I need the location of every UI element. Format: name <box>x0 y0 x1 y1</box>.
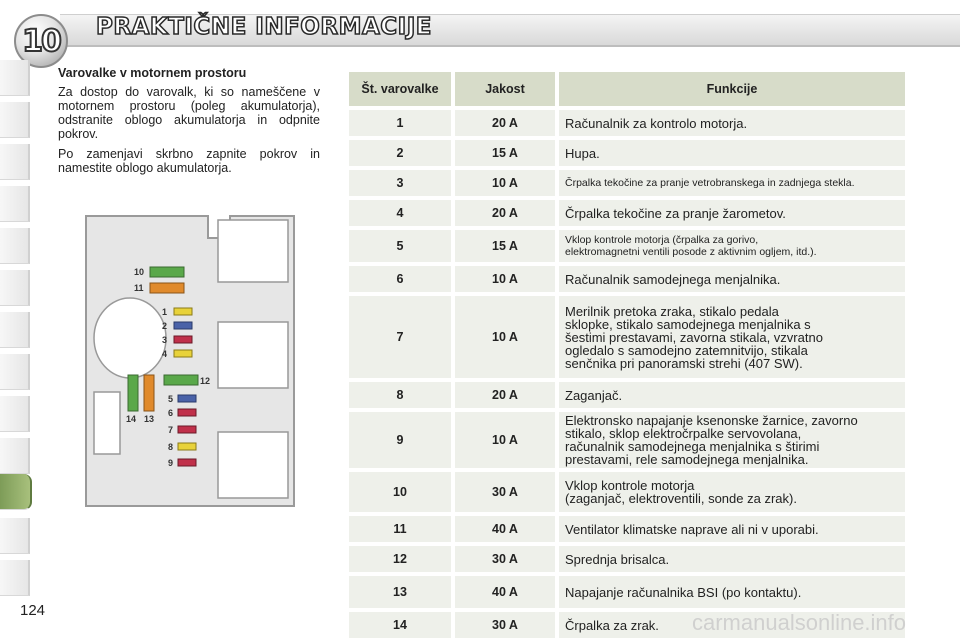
fuse-label: 7 <box>168 425 174 435</box>
table-row <box>349 546 905 572</box>
fuse-number-cell: 1 <box>349 110 451 136</box>
fuse-label: 2 <box>162 321 168 331</box>
fuse-function-cell: Računalnik samodejnega menjalnika. <box>559 266 905 292</box>
table-row <box>349 412 905 468</box>
fuse-amperage-cell: 20 A <box>455 382 555 408</box>
page-title: PRAKTIČNE INFORMACIJE <box>96 14 432 40</box>
fuse-function-cell: Črpalka za zrak. <box>559 612 905 638</box>
fuse-12 <box>164 375 198 385</box>
fuse-number-cell: 7 <box>349 296 451 378</box>
fuse-amperage-cell: 15 A <box>455 140 555 166</box>
fuse-function-cell: Zaganjač. <box>559 382 905 408</box>
table-header-row <box>349 72 905 106</box>
fuse-function-cell: Vklop kontrole motorja (zaganjač, elektroventili, sonde za zrak). <box>559 472 905 512</box>
fuse-number-cell: 4 <box>349 200 451 226</box>
fuse-2 <box>174 322 192 329</box>
fuse-number-cell: 13 <box>349 576 451 608</box>
fuse-number-cell: 5 <box>349 230 451 262</box>
fuse-label: 6 <box>168 408 174 418</box>
chapter-tabs <box>0 60 34 580</box>
section-paragraph: Po zamenjavi skrbno zapnite pokrov in namestite oblogo akumulatorja. <box>58 147 320 175</box>
fuse-14 <box>128 375 138 411</box>
column-header-function: Funkcije <box>559 72 905 106</box>
table-row <box>349 296 905 378</box>
fuse-amperage-cell: 20 A <box>455 110 555 136</box>
fuse-label: 10 <box>134 267 145 277</box>
chapter-tab[interactable] <box>0 354 30 390</box>
fuse-function-cell: Črpalka tekočine za pranje vetrobranskega in zadnjega stekla. <box>559 170 905 196</box>
fuse-1 <box>174 308 192 315</box>
fuse-4 <box>174 350 192 357</box>
fuse-7 <box>178 426 196 433</box>
fuse-label: 1 <box>162 307 168 317</box>
chapter-number: 10 <box>22 23 60 59</box>
fuse-amperage-cell: 40 A <box>455 576 555 608</box>
fuse-amperage-cell: 30 A <box>455 612 555 638</box>
fuse-amperage-cell: 10 A <box>455 296 555 378</box>
fuse-function-cell: Elektronsko napajanje ksenonske žarnice, zavorno stikalo, sklop elektročrpalke servovolana, računalnik samodejnega menjalnika s štirimi prestavami, rele samodejnega menjalnika. <box>559 412 905 468</box>
connector-slot <box>94 392 120 454</box>
chapter-tab[interactable] <box>0 144 30 180</box>
chapter-tab[interactable] <box>0 518 30 554</box>
fuse-function-cell: Hupa. <box>559 140 905 166</box>
fuse-amperage-cell: 30 A <box>455 546 555 572</box>
fuse-label: 4 <box>162 349 168 359</box>
fuse-function-cell: Sprednja brisalca. <box>559 546 905 572</box>
chapter-tab[interactable] <box>0 186 30 222</box>
fuse-amperage-cell: 10 A <box>455 266 555 292</box>
watermark: carmanualsonline.info <box>692 610 907 635</box>
table-row <box>349 516 905 542</box>
fuse-13 <box>144 375 154 411</box>
fuse-9 <box>178 459 196 466</box>
chapter-tab-active[interactable] <box>0 474 32 510</box>
table-row <box>349 576 905 608</box>
section-title: Varovalke v motornem prostoru <box>58 66 247 80</box>
fuse-function-cell: Napajanje računalnika BSI (po kontaktu). <box>559 576 905 608</box>
table-row <box>349 230 905 262</box>
chapter-tab[interactable] <box>0 60 30 96</box>
table-row <box>349 110 905 136</box>
fuse-amperage-cell: 20 A <box>455 200 555 226</box>
fuse-amperage-cell: 15 A <box>455 230 555 262</box>
column-header-amperage: Jakost <box>455 72 555 106</box>
fuse-label: 14 <box>126 414 137 424</box>
fuse-amperage-cell: 10 A <box>455 412 555 468</box>
round-socket <box>94 298 166 378</box>
chapter-tab[interactable] <box>0 312 30 348</box>
table-row <box>349 200 905 226</box>
fuse-label: 8 <box>168 442 174 452</box>
fuse-label: 9 <box>168 458 174 468</box>
fuse-label: 5 <box>168 394 174 404</box>
fuse-function-cell: Vklop kontrole motorja (črpalka za gorivo, elektromagnetni ventili posode z aktivnim ogljem, itd.). <box>559 230 905 262</box>
fuse-8 <box>178 443 196 450</box>
table-row <box>349 140 905 166</box>
fuse-5 <box>178 395 196 402</box>
table-row <box>349 382 905 408</box>
fuse-amperage-cell: 30 A <box>455 472 555 512</box>
fuse-function-cell: Merilnik pretoka zraka, stikalo pedala sklopke, stikalo samodejnega menjalnika s šestimi prestavami, zavorna stikala, vzvratno ogledalo s samodejno zatemnitvijo, stikala senčnika pri panoramski strehi (407 SW). <box>559 296 905 378</box>
section-text <box>58 66 320 181</box>
fuse-label: 3 <box>162 335 168 345</box>
fuse-number-cell: 2 <box>349 140 451 166</box>
fuse-function-cell: Črpalka tekočine za pranje žarometov. <box>559 200 905 226</box>
relay-block <box>218 220 288 282</box>
fuse-number-cell: 11 <box>349 516 451 542</box>
fuse-table <box>349 68 905 642</box>
page-number: 124 <box>20 602 46 619</box>
table-row <box>349 472 905 512</box>
fuse-label: 13 <box>144 414 155 424</box>
chapter-tab[interactable] <box>0 270 30 306</box>
table-row <box>349 266 905 292</box>
fuse-number-cell: 12 <box>349 546 451 572</box>
fuse-box-diagram <box>80 210 300 510</box>
fuse-3 <box>174 336 192 343</box>
fuse-number-cell: 9 <box>349 412 451 468</box>
chapter-tab[interactable] <box>0 560 30 596</box>
fuse-11 <box>150 283 184 293</box>
chapter-tab[interactable] <box>0 438 30 474</box>
fuse-number-cell: 14 <box>349 612 451 638</box>
relay-block <box>218 432 288 498</box>
fuse-6 <box>178 409 196 416</box>
section-paragraph: Za dostop do varovalk, ki so nameščene v motornem prostoru (poleg akumulatorja), odstranite oblogo akumulatorja in odpnite pokrov. <box>58 85 320 141</box>
page-header <box>0 0 960 64</box>
relay-block <box>218 322 288 388</box>
fuse-amperage-cell: 40 A <box>455 516 555 542</box>
chapter-tab[interactable] <box>0 102 30 138</box>
fuse-number-cell: 10 <box>349 472 451 512</box>
fuse-function-cell: Ventilator klimatske naprave ali ni v uporabi. <box>559 516 905 542</box>
fuse-label: 11 <box>134 283 144 293</box>
table-row <box>349 170 905 196</box>
fuse-number-cell: 8 <box>349 382 451 408</box>
fuse-number-cell: 6 <box>349 266 451 292</box>
fuse-label: 12 <box>200 376 211 386</box>
fuse-function-cell: Računalnik za kontrolo motorja. <box>559 110 905 136</box>
chapter-tab[interactable] <box>0 396 30 432</box>
fuse-10 <box>150 267 184 277</box>
column-header-fuse-number: Št. varovalke <box>349 72 451 106</box>
fuse-amperage-cell: 10 A <box>455 170 555 196</box>
chapter-tab[interactable] <box>0 228 30 264</box>
fuse-number-cell: 3 <box>349 170 451 196</box>
